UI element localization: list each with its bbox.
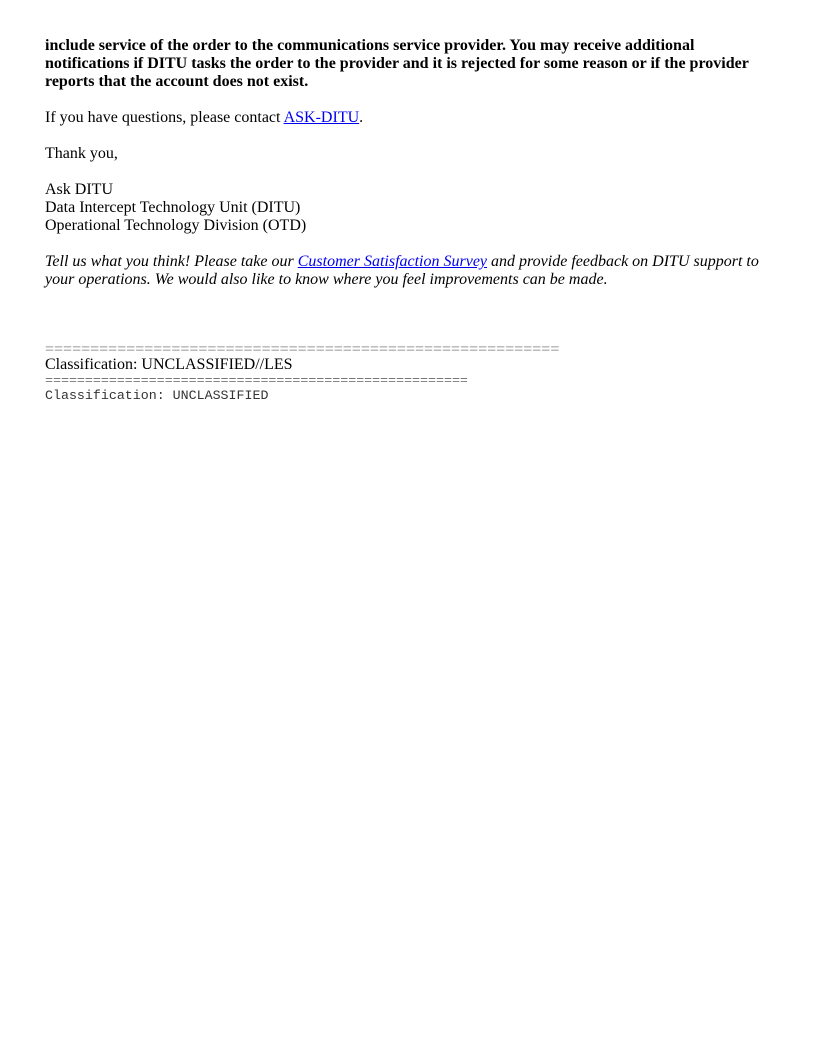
questions-suffix: . xyxy=(359,109,364,126)
closing-text: Thank you, xyxy=(45,145,118,162)
signature-line-2: Data Intercept Technology Unit (DITU) xyxy=(45,199,301,216)
spacer xyxy=(45,307,775,343)
survey-prefix: Tell us what you think! Please take our xyxy=(45,253,298,270)
ask-ditu-link[interactable]: ASK-DITU xyxy=(283,109,360,126)
questions-prefix: If you have questions, please contact xyxy=(45,109,284,126)
signature-line-1: Ask DITU xyxy=(45,181,113,198)
classification-rule-top: ========================================================= xyxy=(45,343,560,356)
email-body xyxy=(45,37,775,405)
signature-line-3: Operational Technology Division (OTD) xyxy=(45,217,307,234)
questions-paragraph xyxy=(45,109,775,127)
signature-block xyxy=(45,181,775,235)
classification-label-unclassified: Classification: UNCLASSIFIED xyxy=(45,388,269,403)
customer-satisfaction-survey-link[interactable]: Customer Satisfaction Survey xyxy=(297,253,488,270)
classification-label-les: Classification: UNCLASSIFIED//LES xyxy=(45,356,293,373)
classification-rule-bottom: ===================================================== xyxy=(45,374,468,387)
survey-suffix: and provide feedback on DITU support to your operations. We would also like to know where you feel improvements can be made. xyxy=(45,253,759,288)
survey-paragraph xyxy=(45,253,775,289)
notification-paragraph: include service of the order to the communications service provider. You may receive additional notifications if DITU tasks the order to the provider and it is rejected for some reason or if the provider reports that the account does not exist. xyxy=(45,37,749,90)
